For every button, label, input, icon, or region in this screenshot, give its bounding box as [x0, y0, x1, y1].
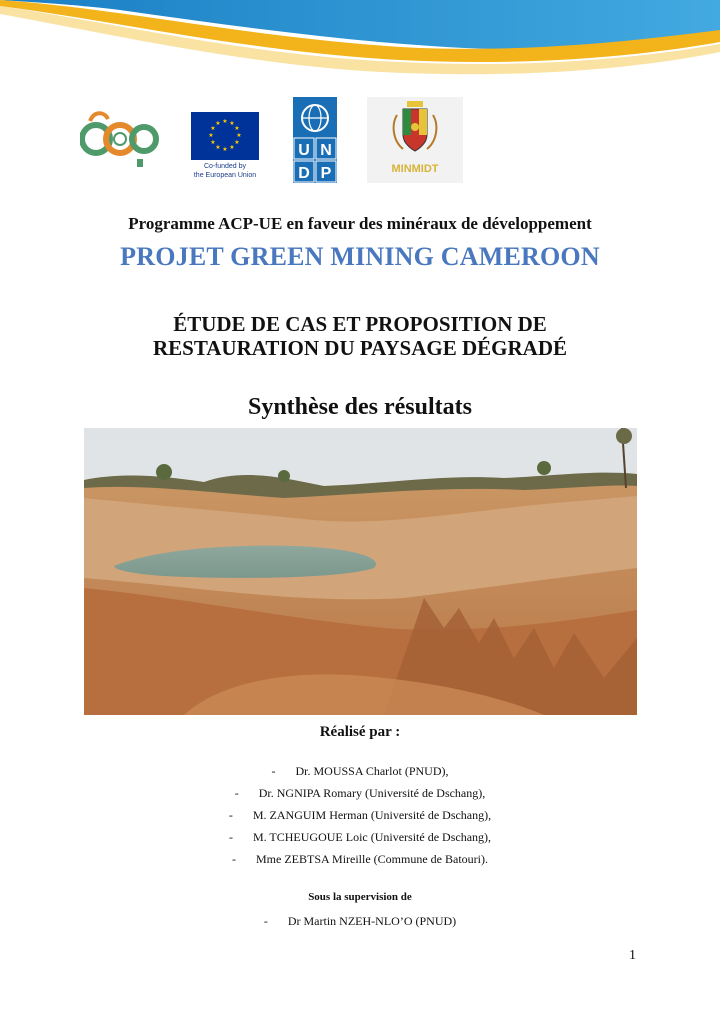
supervisor	[0, 914, 720, 929]
undp-letter-n: N	[320, 142, 332, 159]
acp-logo	[80, 105, 160, 167]
project-title: PROJET GREEN MINING CAMEROON	[120, 242, 600, 271]
author-name: M. ZANGUIM Herman (Université de Dschang),	[252, 808, 492, 822]
list-item	[0, 848, 720, 870]
dash-bullet: -	[228, 830, 233, 844]
undp-letter-p: P	[320, 165, 332, 182]
eu-stars-icon	[191, 112, 259, 160]
synthesis-heading: Synthèse des résultats	[247, 394, 472, 420]
acp-logo-graphic	[80, 105, 160, 167]
svg-text:★: ★	[215, 120, 221, 127]
supervision-label: Sous la supervision de	[308, 891, 412, 903]
dash-bullet: -	[232, 852, 237, 866]
eu-caption-line2: the European Union	[193, 172, 257, 179]
svg-text:★: ★	[234, 139, 240, 146]
author-name: Dr. NGNIPA Romary (Université de Dschang),	[258, 786, 486, 800]
eu-caption-line1: Co-funded by	[203, 163, 247, 170]
undp-letter-u: U	[298, 142, 310, 159]
page-number: 1	[629, 948, 636, 963]
header-wave-banner	[0, 0, 720, 90]
author-name: M. TCHEUGOUE Loic (Université de Dschang),	[252, 830, 492, 844]
minmidt-label: MINMIDT	[391, 163, 439, 175]
realise-par-heading: Réalisé par :	[319, 724, 401, 740]
programme-title: Programme ACP-UE en faveur des minéraux de développement	[128, 214, 592, 233]
list-item	[0, 760, 720, 782]
svg-text:★: ★	[222, 146, 228, 153]
supervisor-name: Dr Martin NZEH-NLO’O (PNUD)	[287, 914, 457, 928]
svg-text:★: ★	[229, 120, 235, 127]
eu-flag	[191, 112, 259, 160]
study-title	[0, 312, 720, 360]
study-title-line1: ÉTUDE DE CAS ET PROPOSITION DE	[173, 312, 547, 336]
list-item	[0, 826, 720, 848]
dash-bullet: -	[271, 764, 276, 778]
author-name: Dr. MOUSSA Charlot (PNUD),	[295, 764, 449, 778]
list-item	[0, 804, 720, 826]
svg-text:★: ★	[234, 125, 240, 132]
list-item	[0, 782, 720, 804]
undp-logo	[293, 97, 337, 183]
svg-text:★: ★	[210, 125, 216, 132]
dash-bullet: -	[234, 786, 239, 800]
partner-logos	[0, 95, 720, 187]
cameroon-coat-of-arms-icon	[367, 97, 463, 159]
svg-text:★: ★	[215, 144, 221, 151]
svg-text:★: ★	[236, 132, 242, 139]
authors-list	[0, 760, 720, 870]
svg-text:★: ★	[208, 132, 214, 139]
svg-text:★: ★	[210, 139, 216, 146]
dash-bullet: -	[263, 914, 268, 928]
minmidt-logo	[367, 97, 463, 183]
study-title-line2: RESTAURATION DU PAYSAGE DÉGRADÉ	[152, 336, 568, 360]
mining-site-photo	[84, 428, 637, 715]
svg-text:★: ★	[222, 118, 228, 125]
dash-bullet: -	[228, 808, 233, 822]
author-name: Mme ZEBTSA Mireille (Commune de Batouri).	[256, 852, 488, 866]
svg-text:★: ★	[229, 144, 235, 151]
undp-letter-d: D	[298, 165, 310, 182]
eu-logo	[186, 112, 264, 184]
undp-logo-graphic	[293, 97, 337, 183]
